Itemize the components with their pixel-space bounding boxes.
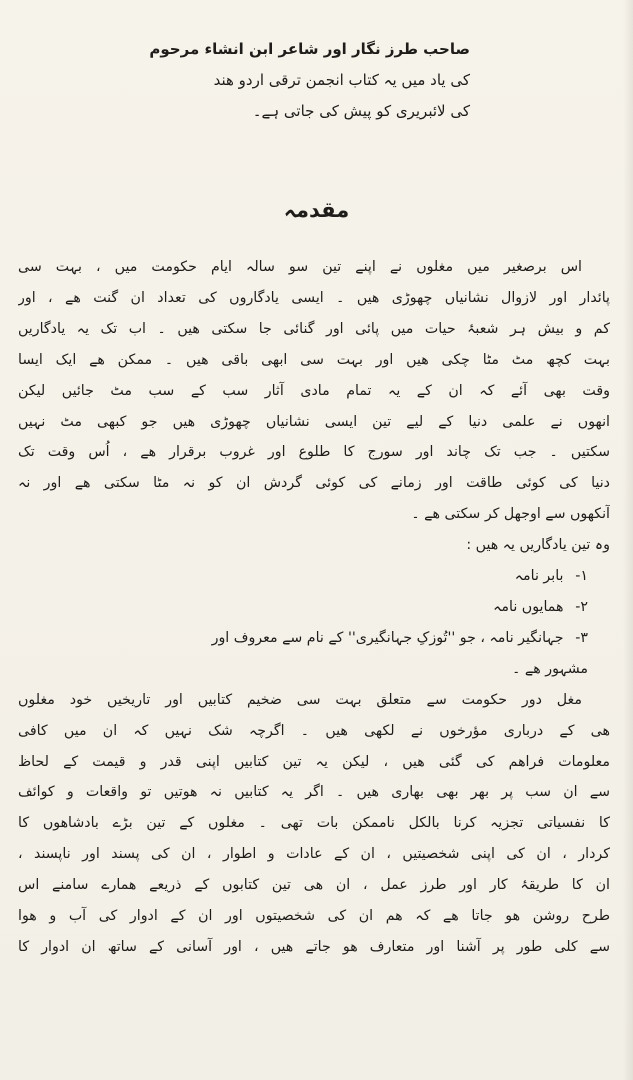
paragraph1-line: سکتیں ۔ جب تک چاند اور سورج کا طلوع اور غروب برقرار ھے ، اُس وقت تک [18,444,610,461]
list-item-number: ۳- [575,629,588,646]
paragraph2-line: سے کلی طور پر آشنا اور متعارف ھو جاتے ھیں ، اور آسانی کے ساتھ ان ادوار کا [18,938,610,955]
paragraph1-line: اس برصغیر میں مغلوں نے اپنے تین سو سالہ ایام حکومت میں ، بہت سی [18,259,582,275]
paragraph2-line: کردار ، ان کی اپنی شخصیتیں ، ان کے عادات و اطوار ، ان کی پسند اور ناپسند ، [18,846,610,863]
dedication-line-2: کی یاد میں یہ کتاب انجمن ترقی اردو هند [213,71,470,89]
paragraph1-line: بہت کچھ مٹ مٹا چکی ھیں اور بہت سی ابھی باقی ھیں ۔ ممکن ھے ایک ایسا [18,351,610,368]
paragraph1-line: کم و بیش ہر شعبۂ حیات میں پائی اور گنائی جا سکتی ھیں ۔ اب تک یہ یادگاریں [18,320,610,337]
list-item-continuation: مشہور ھے ۔ [512,660,588,677]
section-heading: مقدمہ [283,198,350,222]
list-item-number: ۱- [575,568,588,585]
list-item [18,592,610,623]
paragraph1-line: پائدار اور لازوال نشانیاں چھوڑی ھیں ۔ ایسی یادگاروں کی تعداد ان گنت ھے ، اور [18,289,610,306]
paragraph2-line: ان کا طریقۂ کار اور طرز عمل ، ان ھی تین کتابوں کے ذریعے ھمارے سامنے اس [18,877,610,894]
paragraph1-line: آنکھوں سے اوجھل کر سکتی ھے ۔ [411,506,610,523]
list-item-number: ۲- [575,598,588,615]
paragraph1-line: وقت بھی آئے کہ ان کے یہ تمام مادی آثار سب کے سب مٹ جائیں لیکن [18,382,610,399]
list-item-text: ھمایوں نامہ [493,598,564,615]
dedication-line-3: کی لائبریری کو پیش کی جاتی ہے۔ [252,102,470,120]
dedication-note [149,34,470,127]
paragraph2-line: کا نفسیاتی تجزیہ کرنا بالکل ناممکن بات تھی ۔ مغلوں کے تین بڑے بادشاھوں کا [18,815,610,832]
list-item-text: جہانگیر نامہ ، جو ''تُوزکِ جہانگیری'' کے نام سے معروف اور [211,629,564,646]
paragraph2-line: طرح روشن ھو جاتا ھے کہ ھم ان کی شخصیتوں اور ان کے ادوار کی آب و ھوا [18,908,610,925]
paragraph1-line: انھوں نے علمی دنیا کے لیے تین ایسی نشانیاں چھوڑی ھیں جو کبھی مٹ نہیں [18,413,610,430]
list-item [18,561,610,592]
list-intro: وہ تین یادگاریں یہ ھیں : [466,537,610,554]
body-text [18,252,610,963]
list-item [18,623,610,654]
paragraph2-line: معلومات فراھم کی گئی ھیں ، لیکن یہ تین کتابیں اپنی قدر و قیمت کے لحاظ [18,753,610,770]
page-edge-shadow [623,0,633,1080]
paragraph2-line: مغل دور حکومت سے متعلق بہت سی ضخیم کتابیں اور تاریخیں خود مغلوں [18,691,582,708]
paragraph2-line: سے ان سب پر بھر بھی بھاری ھیں ۔ اگر یہ کتابیں نہ ھوتیں تو واقعات و کوائف [18,784,610,801]
paragraph2-line: ھی کے درباری مؤرخوں نے لکھی ھیں ۔ اگرچہ شک نہیں کہ ان میں کافی [18,722,610,739]
list-item-text: بابر نامہ [514,568,564,585]
paragraph1-line: دنیا کی کوئی طاقت اور زمانے کی کوئی گردش ان کو نہ مٹا سکتی ھے اور نہ [18,475,610,492]
dedication-line-1: صاحب طرز نگار اور شاعر ابن انشاء مرحوم [149,40,470,58]
